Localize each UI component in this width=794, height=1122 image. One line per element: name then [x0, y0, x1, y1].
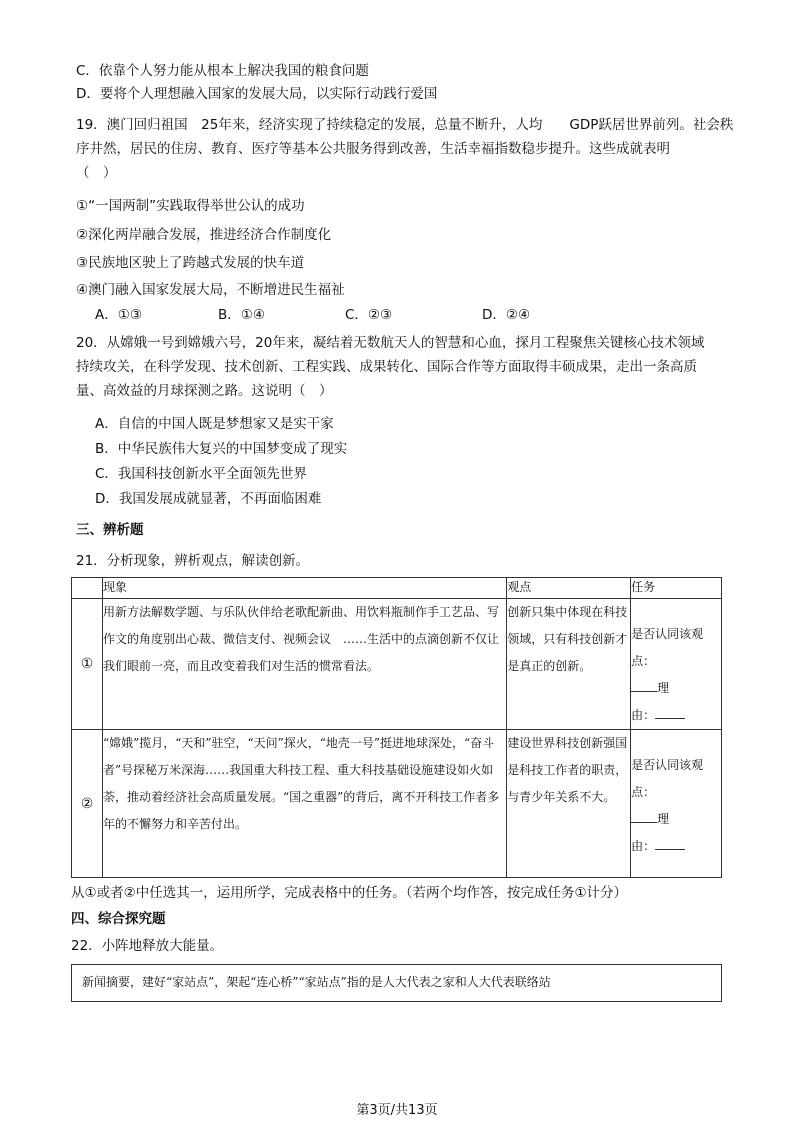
q19-item-4: ④澳门融入国家发展大局，不断增进民生福祉: [76, 282, 345, 298]
q21-row-2: [72, 730, 722, 878]
q21-instruction: 从①或者②中任选其一，运用所学，完成表格中的任务。（若两个均作答，按完成任务①计分）: [71, 885, 628, 901]
q21-row-2-reason-line-2: [631, 833, 721, 860]
q19-option-a: A．①③: [95, 307, 142, 323]
q19-stem-line2: 序井然，居民的住房、教育、医疗等基本公共服务得到改善，生活幸福指数稳步提升。这些成就表明: [76, 141, 670, 157]
q21-prompt: 21．分析现象，辨析观点，解读创新。: [76, 553, 310, 569]
q20-option-d: D．我国发展成就显著，不再面临困难: [95, 491, 322, 507]
section-heading-3: 三、辨析题: [76, 522, 144, 538]
q21-header-num: [72, 578, 103, 599]
q19-options: [95, 305, 530, 325]
q21-row-2-task: [631, 730, 722, 878]
q21-table: [71, 577, 722, 878]
q21-header-row: [72, 578, 722, 599]
q21-row-2-task-question: 是否认同该观点：: [631, 758, 704, 799]
section-heading-4: 四、综合探究题: [71, 911, 166, 927]
q21-header-viewpoint: 观点: [507, 578, 631, 599]
q21-header-task: 任务: [631, 578, 722, 599]
q21-row-2-phenomenon: “嫦娥”揽月，“天和”驻空，“天问”探火，“地壳一号”挺进地球深处，“奋斗者”号探秘万米深海……我国重大科技工程、重大科技基础设施建设如火如荼，推动着经济社会高质量发展。“国之重器”的背后，离不开科技工作者多年的不懈努力和辛苦付出。: [102, 730, 506, 878]
q21-row-2-reason-label-1: 理: [657, 812, 670, 826]
q19-stem-line1: 19．澳门回归祖国 25年来，经济实现了持续稳定的发展，总量不断升，人均 GDP跃居世界前列。社会秩: [76, 117, 734, 133]
q21-row-1-phenomenon: 用新方法解数学题、与乐队伙伴给老歌配新曲、用饮料瓶制作手工艺品、写作文的角度别出心裁、微信支付、视频会议 ……生活中的点滴创新不仅让我们眼前一亮，而且改变着我们对生活的惯常看法。: [102, 599, 506, 730]
q21-row-1-task: [631, 599, 722, 730]
answer-blank[interactable]: [655, 837, 685, 850]
answer-blank[interactable]: [655, 706, 685, 719]
q21-row-2-reason-label-2: 由：: [631, 839, 656, 853]
q21-row-2-reason-line: [631, 806, 721, 833]
q19-option-b: B．①④: [218, 307, 265, 323]
q20-option-a: A．自信的中国人既是梦想家又是实干家: [95, 416, 334, 432]
q21-row-1-num: ①: [72, 599, 103, 730]
q19-item-2: ②深化两岸融合发展，推进经济合作制度化: [76, 227, 332, 243]
q20-stem-line3: 量、高效益的月球探测之路。这说明（ ）: [76, 383, 333, 399]
q20-stem-line2: 持续攻关，在科学发现、技术创新、工程实践、成果转化、国际合作等方面取得丰硕成果，走出一条高质: [76, 359, 697, 375]
answer-blank[interactable]: [631, 679, 657, 692]
q18-option-d: D．要将个人理想融入国家的发展大局，以实际行动践行爱国: [76, 86, 438, 102]
q18-option-c: C．依靠个人努力能从根本上解决我国的粮食问题: [76, 63, 369, 79]
q21-row-1-reason-line: [631, 675, 721, 702]
q19-option-d: D．②④: [482, 307, 531, 323]
q19-option-c: C．②③: [345, 307, 393, 323]
q21-row-2-viewpoint: 建设世界科技创新强国是科技工作者的职责，与青少年关系不大。: [507, 730, 631, 878]
q20-option-c: C．我国科技创新水平全面领先世界: [95, 466, 307, 482]
q19-item-1: ①“一国两制”实践取得举世公认的成功: [76, 198, 305, 214]
q22-prompt: 22．小阵地释放大能量。: [71, 938, 224, 954]
q20-stem-line1: 20．从嫦娥一号到嫦娥六号，20年来，凝结着无数航天人的智慧和心血，探月工程聚焦关键核心技术领域: [76, 335, 705, 351]
q21-header-phenomenon: 现象: [102, 578, 506, 599]
q21-row-1-reason-label-2: 由：: [631, 708, 656, 722]
q22-news-box: 新闻摘要，建好“家站点”，架起“连心桥”“家站点”指的是人大代表之家和人大代表联络站: [71, 964, 722, 1002]
q21-row-1-reason-line-2: [631, 702, 721, 729]
page-footer: 第3页/共13页: [356, 1103, 438, 1118]
q21-row-1-reason-label-1: 理: [657, 681, 670, 695]
q19-item-3: ③民族地区驶上了跨越式发展的快车道: [76, 255, 305, 271]
q21-row-1: [72, 599, 722, 730]
q19-stem-line3: （ ）: [76, 165, 117, 181]
q21-row-2-num: ②: [72, 730, 103, 878]
q21-row-1-viewpoint: 创新只集中体现在科技领域，只有科技创新才是真正的创新。: [507, 599, 631, 730]
q20-option-b: B．中华民族伟大复兴的中国梦变成了现实: [95, 441, 348, 457]
q21-row-1-task-question: 是否认同该观点：: [631, 627, 704, 668]
answer-blank[interactable]: [631, 810, 657, 823]
